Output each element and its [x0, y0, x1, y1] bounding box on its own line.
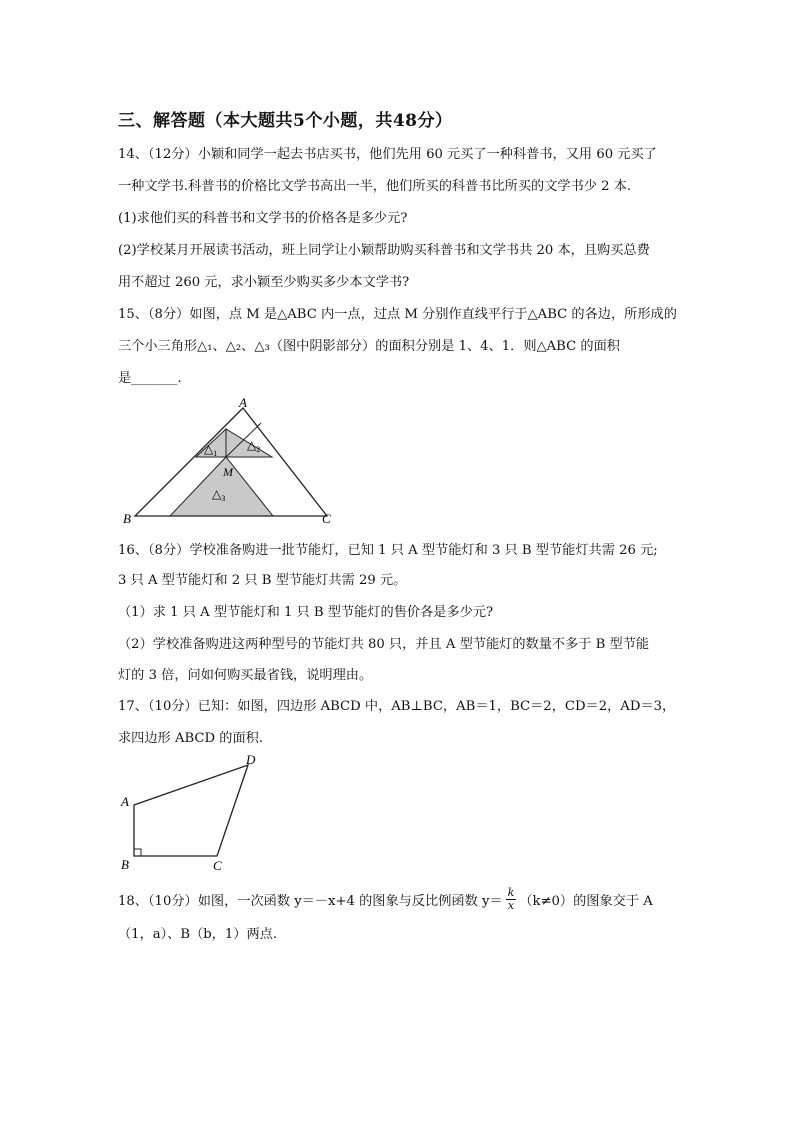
label-a: A — [121, 794, 129, 809]
q14-line-3: (1)求他们买的科普书和文学书的价格各是多少元? — [118, 211, 408, 226]
quadrilateral-figure — [112, 748, 272, 878]
label-c: C — [322, 511, 331, 526]
q16-line-5: 灯的 3 倍，问如何购买最省钱，说明理由。 — [118, 668, 373, 683]
label-b: B — [121, 857, 129, 872]
fraction-k-over-x — [506, 887, 517, 912]
q14-line-2: 一种文学书.科普书的价格比文学书高出一半，他们所买的科普书比所买的文学书少 2 本. — [118, 179, 632, 194]
q17-line-2: 求四边形 ABCD 的面积. — [118, 731, 264, 746]
label-delta-1: $\triangle_1$ — [204, 442, 218, 458]
q14-line-5: 用不超过 260 元，求小颖至少购买多少本文学书? — [118, 275, 410, 290]
q18-line-1-post: （k≠0）的图象交于 A — [519, 894, 653, 909]
label-m: M — [223, 465, 233, 479]
q18-line-2: （1，a）、B（b，1）两点. — [118, 927, 278, 942]
q15-line-3: 是_______. — [118, 371, 182, 386]
q15-line-1: 15、（8分）如图，点 M 是△ABC 内一点，过点 M 分别作直线平行于△ABC 的各边，所形成的 — [118, 307, 677, 322]
q14-line-1: 14、（12分）小颖和同学一起去书店买书，他们先用 60 元买了一种科普书，又用 60 元买了 — [118, 147, 657, 162]
label-b: B — [123, 511, 131, 526]
label-delta-2: $\triangle_2$ — [247, 438, 261, 454]
section-title: 三、解答题（本大题共5个小题，共48分） — [118, 111, 453, 131]
q16-line-4: （2）学校准备购进这两种型号的节能灯共 80 只，并且 A 型节能灯的数量不多于 B 型节能 — [118, 637, 650, 652]
q16-line-3: （1）求 1 只 A 型节能灯和 1 只 B 型节能灯的售价各是多少元? — [118, 605, 494, 620]
label-a: A — [239, 395, 247, 410]
q18-line-1-pre: 18、（10分）如图，一次函数 y＝－x+4 的图象与反比例函数 y＝ — [118, 894, 503, 909]
q16-line-2: 3 只 A 型节能灯和 2 只 B 型节能灯共需 29 元。 — [118, 573, 407, 588]
q18-line-1 — [118, 886, 653, 914]
q16-line-1: 16、（8分）学校准备购进一批节能灯，已知 1 只 A 型节能灯和 3 只 B 型节能灯共需 26 元; — [118, 543, 658, 558]
fraction-denominator: x — [507, 899, 515, 912]
label-d: D — [246, 752, 256, 767]
quadrilateral-abcd — [134, 765, 248, 856]
right-angle-mark — [134, 849, 141, 856]
q15-line-2: 三个小三角形△₁、△₂、△₃（图中阴影部分）的面积分别是 1、4、1．则△ABC 的面积 — [118, 339, 620, 354]
fraction-numerator: k — [507, 886, 515, 899]
q14-line-4: (2)学校某月开展读书活动，班上同学让小颖帮助购买科普书和文学书共 20 本，且购买总费 — [118, 243, 650, 258]
label-c: C — [213, 858, 222, 873]
triangle-figure — [115, 390, 345, 530]
label-delta-3: $\triangle_3$ — [212, 487, 226, 503]
q17-line-1: 17、（10分）已知：如图，四边形 ABCD 中，AB⊥BC，AB＝1，BC＝2，CD＝2，AD＝3， — [118, 699, 676, 714]
